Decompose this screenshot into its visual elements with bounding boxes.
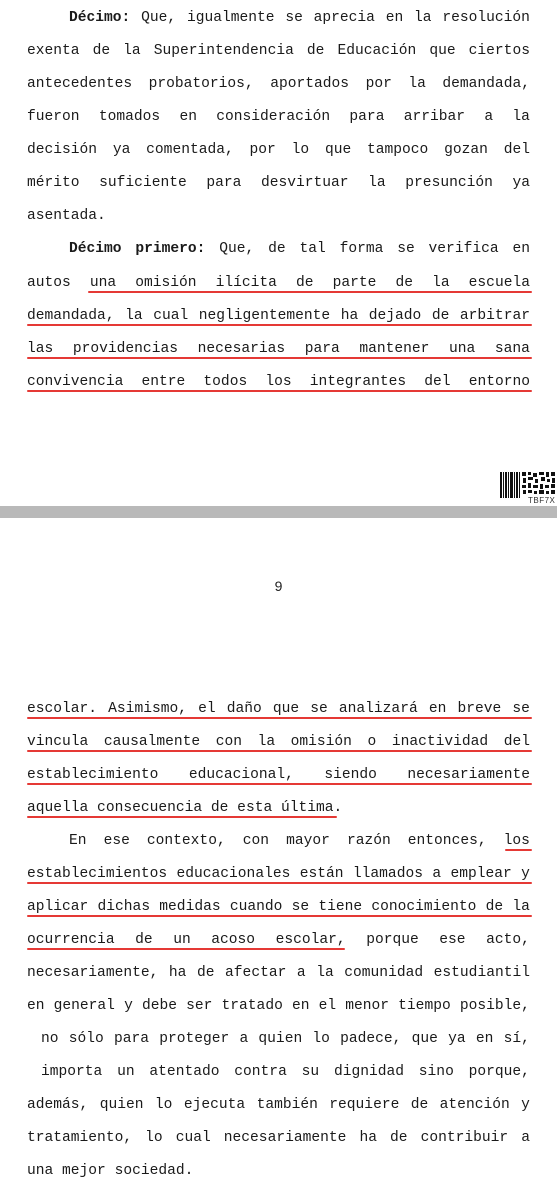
red-underline xyxy=(27,948,345,950)
word: contribuir xyxy=(420,1130,509,1146)
text-line xyxy=(27,996,530,1016)
word: Educación xyxy=(337,43,417,59)
word: a xyxy=(521,1130,530,1146)
word: la xyxy=(368,175,386,191)
word: a xyxy=(484,109,494,125)
word: ser xyxy=(186,998,213,1014)
word: tal xyxy=(299,241,326,257)
word: causalmente xyxy=(103,734,201,750)
word: los xyxy=(265,374,292,390)
word: de xyxy=(390,1130,408,1146)
word: integrantes xyxy=(309,374,407,390)
word: a xyxy=(296,965,306,981)
word: autos xyxy=(27,275,71,291)
word: entorno xyxy=(468,374,530,390)
word: se xyxy=(512,701,530,717)
word: ya xyxy=(112,142,131,158)
document-page-bottom xyxy=(0,518,557,1200)
word: entre xyxy=(141,374,186,390)
word: Décimo: xyxy=(69,10,131,26)
text-line: asentada. xyxy=(27,208,106,224)
text-line xyxy=(27,963,530,983)
word: acto, xyxy=(486,932,530,948)
word: antecedentes xyxy=(27,76,133,92)
word: los xyxy=(503,833,530,849)
word: ha xyxy=(359,1130,377,1146)
word: general xyxy=(53,998,115,1014)
word: por xyxy=(249,142,276,158)
word: en xyxy=(475,1031,494,1047)
word: ya xyxy=(448,1031,466,1047)
word: de xyxy=(395,275,413,291)
word: sí, xyxy=(503,1031,530,1047)
word: estudiantil xyxy=(433,965,530,981)
word: y xyxy=(521,866,530,882)
word: para xyxy=(113,1031,149,1047)
word: para xyxy=(206,175,242,191)
red-underline xyxy=(27,783,532,785)
word: necesarias xyxy=(197,341,286,357)
word: en xyxy=(512,241,530,257)
word: omisión xyxy=(290,734,352,750)
red-underline xyxy=(27,717,532,719)
word: escuela xyxy=(468,275,530,291)
word: en xyxy=(385,10,404,26)
word: debe xyxy=(141,998,177,1014)
word: ocurrencia xyxy=(27,932,115,948)
word: analizará xyxy=(338,701,418,717)
red-underline xyxy=(27,357,532,359)
word: que xyxy=(429,43,456,59)
red-underline xyxy=(505,849,532,851)
text-line: una mejor sociedad. xyxy=(27,1163,194,1179)
word: necesariamente xyxy=(407,767,530,783)
word: escolar, xyxy=(275,932,346,948)
word: suficiente xyxy=(99,175,187,191)
word: escolar. xyxy=(27,701,98,717)
word: contexto, xyxy=(146,833,226,849)
word: comunidad xyxy=(344,965,424,981)
word: resolución xyxy=(442,10,530,26)
word: presunción xyxy=(405,175,493,191)
word: Que, xyxy=(219,241,255,257)
text-line xyxy=(27,930,530,950)
word: lo xyxy=(145,1130,163,1146)
word: conocimiento xyxy=(371,899,477,915)
word: de xyxy=(306,43,325,59)
word: la xyxy=(316,965,334,981)
text-line xyxy=(27,864,530,884)
word: proteger xyxy=(159,1031,230,1047)
word: además, xyxy=(27,1097,89,1113)
word: menor xyxy=(345,998,390,1014)
word: verifica xyxy=(428,241,499,257)
word: en xyxy=(179,109,197,125)
text-line xyxy=(41,1029,530,1049)
word: Décimo xyxy=(69,241,122,257)
word: de xyxy=(135,932,153,948)
text-line xyxy=(27,173,530,193)
word: del xyxy=(503,734,530,750)
word: vincula xyxy=(27,734,89,750)
word: la xyxy=(432,275,450,291)
word: demandada, xyxy=(442,76,530,92)
red-underline xyxy=(27,390,532,392)
word: medidas xyxy=(159,899,221,915)
word: demandada, xyxy=(27,308,115,324)
text-line xyxy=(27,41,530,61)
word: cual xyxy=(153,308,189,324)
word: para xyxy=(349,109,385,125)
word: siendo xyxy=(324,767,377,783)
word: llamados xyxy=(352,866,423,882)
word: exenta xyxy=(27,43,80,59)
word: de xyxy=(410,1097,429,1113)
text-line xyxy=(69,239,530,259)
text-line xyxy=(27,306,530,326)
red-underline xyxy=(27,750,532,752)
word: la xyxy=(408,76,426,92)
word: posible, xyxy=(459,998,530,1014)
word: sino xyxy=(418,1064,454,1080)
word: ya xyxy=(512,175,530,191)
word: padece, xyxy=(340,1031,402,1047)
document-page-top xyxy=(0,0,557,506)
text-line xyxy=(27,273,530,293)
word: su xyxy=(301,1064,320,1080)
word: ilícita xyxy=(215,275,277,291)
word: establecimiento xyxy=(27,767,159,783)
word: están xyxy=(299,866,344,882)
word: mantener xyxy=(359,341,430,357)
page-number: 9 xyxy=(274,578,283,594)
word: primero: xyxy=(135,241,206,257)
word: sólo xyxy=(68,1031,104,1047)
text-line xyxy=(27,765,530,785)
word: gozan xyxy=(444,142,488,158)
word: necesariamente xyxy=(223,1130,347,1146)
word: o xyxy=(367,734,377,750)
word: un xyxy=(173,932,191,948)
word: el xyxy=(318,998,337,1014)
word: dignidad xyxy=(333,1064,404,1080)
word: la xyxy=(257,734,276,750)
word: tratamiento, xyxy=(27,1130,133,1146)
word: la xyxy=(123,43,141,59)
word: daño xyxy=(226,701,262,717)
word: comentada, xyxy=(146,142,234,158)
word: acoso xyxy=(211,932,256,948)
word: atentado xyxy=(149,1064,220,1080)
word: la xyxy=(512,899,530,915)
word: dejado xyxy=(368,308,422,324)
word: cual xyxy=(175,1130,211,1146)
word: se xyxy=(285,10,303,26)
word: de xyxy=(296,275,314,291)
word: que xyxy=(324,142,352,158)
word: de xyxy=(92,43,111,59)
word: la xyxy=(414,10,432,26)
word: igualmente xyxy=(186,10,275,26)
word: En xyxy=(69,833,87,849)
word: también xyxy=(256,1097,318,1113)
word: en xyxy=(428,701,447,717)
red-underline xyxy=(27,915,532,917)
word: de xyxy=(485,899,504,915)
word: mérito xyxy=(27,175,80,191)
word: desvirtuar xyxy=(260,175,349,191)
word: una xyxy=(449,341,476,357)
word: ha xyxy=(168,965,187,981)
text-line xyxy=(27,140,530,160)
word: omisión xyxy=(135,275,197,291)
word: afectar xyxy=(225,965,287,981)
word: cuando xyxy=(229,899,283,915)
word: necesariamente, xyxy=(27,965,159,981)
red-underline xyxy=(27,324,532,326)
word: se xyxy=(310,701,328,717)
page-separator xyxy=(0,506,557,518)
text-line xyxy=(27,897,530,917)
word: breve xyxy=(457,701,502,717)
text-line: aquella consecuencia de esta última. xyxy=(27,800,343,816)
text-line xyxy=(27,732,530,752)
word: quien xyxy=(258,1031,303,1047)
word: se xyxy=(291,899,310,915)
word: de xyxy=(431,308,450,324)
text-line xyxy=(27,1095,530,1115)
word: entonces, xyxy=(407,833,487,849)
word: aportados xyxy=(270,76,350,92)
word: se xyxy=(397,241,415,257)
word: tiempo xyxy=(398,998,451,1014)
word: para xyxy=(304,341,340,357)
word: lo xyxy=(291,142,310,158)
word: requiere xyxy=(329,1097,400,1113)
word: arribar xyxy=(403,109,466,125)
word: con xyxy=(242,833,270,849)
word: ha xyxy=(340,308,359,324)
word: negligentemente xyxy=(198,308,331,324)
text-line xyxy=(27,372,530,392)
barcode-icon xyxy=(500,472,556,498)
word: mayor xyxy=(286,833,330,849)
word: lo xyxy=(312,1031,330,1047)
red-underline xyxy=(27,882,532,884)
text-line xyxy=(41,1062,530,1082)
text-line xyxy=(27,74,530,94)
word: dichas xyxy=(97,899,151,915)
word: una xyxy=(89,275,117,291)
word: emplear xyxy=(450,866,512,882)
word: la xyxy=(512,109,530,125)
word: convivencia xyxy=(27,374,124,390)
word: del xyxy=(503,142,530,158)
word: parte xyxy=(332,275,377,291)
word: la xyxy=(125,308,143,324)
word: fueron xyxy=(27,109,80,125)
word: Que, xyxy=(141,10,177,26)
word: el xyxy=(198,701,216,717)
word: Superintendencia xyxy=(153,43,294,59)
word: no xyxy=(41,1031,59,1047)
word: establecimientos xyxy=(27,866,168,882)
word: tampoco xyxy=(367,142,429,158)
word: ciertos xyxy=(468,43,530,59)
word: tratado xyxy=(221,998,283,1014)
word: que xyxy=(411,1031,438,1047)
word: contra xyxy=(234,1064,287,1080)
word: sana xyxy=(494,341,530,357)
word: ejecuta xyxy=(183,1097,246,1113)
word: porque xyxy=(366,932,419,948)
text-line xyxy=(27,1128,530,1148)
text-line xyxy=(69,8,530,28)
word: razón xyxy=(346,833,391,849)
word: lo xyxy=(154,1097,173,1113)
word: ese xyxy=(439,932,466,948)
text-line xyxy=(27,339,530,359)
word: en xyxy=(27,998,45,1014)
word: probatorios, xyxy=(148,76,254,92)
word: de xyxy=(196,965,215,981)
word: porque, xyxy=(468,1064,530,1080)
word: educacional, xyxy=(188,767,294,783)
word: en xyxy=(291,998,310,1014)
barcode-code: TBF7X xyxy=(528,496,556,505)
red-underline xyxy=(27,816,337,818)
word: tomados xyxy=(98,109,161,125)
word: forma xyxy=(339,241,384,257)
red-underline xyxy=(88,291,532,293)
word: y xyxy=(521,1097,530,1113)
word: todos xyxy=(203,374,248,390)
word: a xyxy=(239,1031,249,1047)
word: educacionales xyxy=(176,866,291,882)
word: decisión xyxy=(27,142,98,158)
word: Asimismo, xyxy=(108,701,187,717)
text-line xyxy=(69,831,530,851)
word: que xyxy=(272,701,300,717)
word: arbitrar xyxy=(459,308,530,324)
word: importa xyxy=(41,1064,103,1080)
word: aplicar xyxy=(27,899,89,915)
word: a xyxy=(432,866,442,882)
word: un xyxy=(117,1064,135,1080)
word: ese xyxy=(103,833,130,849)
text-line xyxy=(27,107,530,127)
word: del xyxy=(424,374,451,390)
word: tiene xyxy=(318,899,363,915)
word: consideración xyxy=(216,109,331,125)
text-line xyxy=(27,699,530,719)
word: inactividad xyxy=(391,734,489,750)
word: con xyxy=(215,734,243,750)
word: por xyxy=(365,76,392,92)
word: providencias xyxy=(72,341,178,357)
word: las xyxy=(27,341,54,357)
word: de xyxy=(268,241,286,257)
word: quien xyxy=(99,1097,144,1113)
word: aprecia xyxy=(313,10,375,26)
word: atención xyxy=(439,1097,510,1113)
word: y xyxy=(124,998,133,1014)
